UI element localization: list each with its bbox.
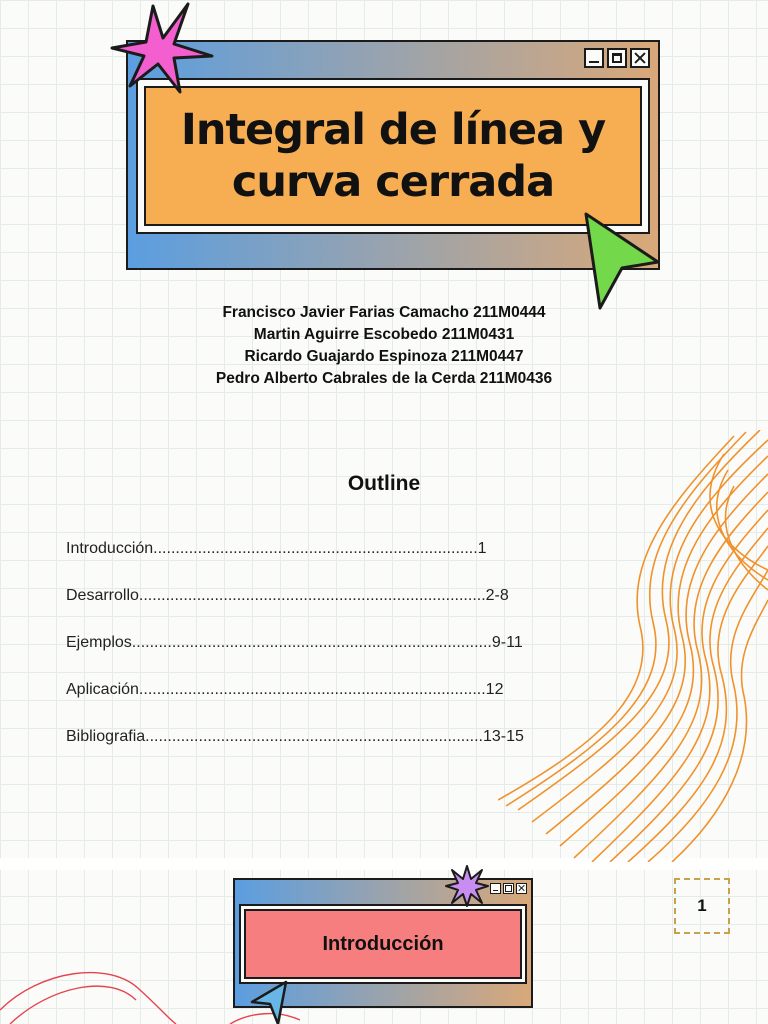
- author-list: [0, 302, 768, 390]
- table-of-contents: [66, 540, 524, 775]
- toc-item-introduccion[interactable]: Introducción.........................................................................1: [66, 540, 487, 557]
- sparkle-star-icon: [108, 0, 216, 96]
- minimize-icon[interactable]: [584, 48, 604, 68]
- maximize-icon[interactable]: [607, 48, 627, 68]
- close-icon[interactable]: [516, 883, 527, 894]
- toc-item-bibliografia[interactable]: Bibliografia............................................................................13-15: [66, 728, 524, 745]
- maximize-icon[interactable]: [503, 883, 514, 894]
- title-box: [144, 86, 642, 226]
- section-title: Introducción: [244, 909, 522, 979]
- title-line-1: Integral de línea y: [180, 105, 606, 155]
- author-line: Francisco Javier Farias Camacho 211M0444: [222, 304, 546, 321]
- title-window-body: [136, 78, 650, 234]
- window-controls: [584, 48, 650, 68]
- sparkle-star-icon: [444, 864, 490, 908]
- arrow-cursor-icon: [248, 978, 290, 1024]
- outline-heading: Outline: [347, 472, 421, 495]
- toc-item-desarrollo[interactable]: Desarrollo..............................................................................2-8: [66, 587, 509, 604]
- close-icon[interactable]: [630, 48, 650, 68]
- minimize-icon[interactable]: [490, 883, 501, 894]
- arrow-cursor-icon: [580, 210, 664, 314]
- section-window-body: [239, 904, 527, 984]
- title-line-2: curva cerrada: [231, 157, 555, 207]
- toc-item-aplicacion[interactable]: Aplicación..............................................................................12: [66, 681, 504, 698]
- author-line: Martin Aguirre Escobedo 211M0431: [253, 326, 515, 343]
- section-window-controls: [490, 883, 527, 894]
- toc-item-ejemplos[interactable]: Ejemplos.................................................................................9-11: [66, 634, 523, 651]
- document-title: [181, 104, 605, 208]
- author-line: Pedro Alberto Cabrales de la Cerda 211M0436: [215, 370, 553, 387]
- author-line: Ricardo Guajardo Espinoza 211M0447: [244, 348, 524, 365]
- page-number: 1: [674, 878, 730, 934]
